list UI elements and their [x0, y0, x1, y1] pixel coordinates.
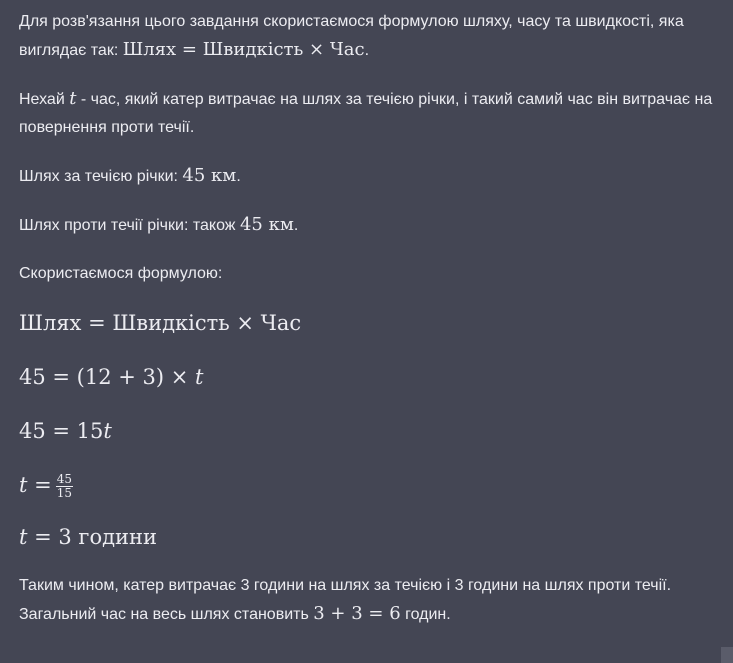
equation-simplified — [19, 416, 719, 446]
conclusion-paragraph — [19, 572, 719, 629]
conclusion-formula: 3 + 3 = 6 — [313, 603, 401, 624]
let-prefix: Нехай — [19, 91, 70, 108]
intro-end: . — [364, 42, 370, 59]
equation-formula: Шлях = Швидкість × Час — [19, 311, 302, 335]
downstream-value: 45 км — [182, 165, 237, 186]
eq4-equals: = — [27, 473, 52, 497]
let-variable: t — [69, 88, 77, 109]
eq5-variable: t — [19, 525, 28, 549]
equation-fraction — [19, 470, 719, 500]
eq3-left: 45 = 15 — [19, 419, 104, 443]
equation-substitution — [19, 362, 719, 392]
conclusion-text: Таким чином, катер витрачає 3 години на шлях за течією і 3 години на шлях проти течії. Загальний час на весь шлях становить — [19, 577, 672, 623]
intro-paragraph — [19, 8, 719, 65]
downstream-text: Шлях за течією річки: — [19, 168, 183, 185]
fraction-denominator: 15 — [56, 486, 73, 500]
downstream-end: . — [236, 168, 241, 185]
eq5-rest: = 3 години — [27, 525, 158, 549]
use-formula-paragraph: Скористаємося формулою: — [19, 265, 223, 282]
scrollbar-corner[interactable] — [721, 647, 733, 663]
fraction — [56, 473, 73, 500]
upstream-value: 45 км — [239, 214, 294, 235]
assistant-message — [19, 8, 719, 649]
eq2-left: 45 = (12 + 3) × — [19, 365, 196, 389]
let-text: - час, який катер витрачає на шлях за течією річки, і такий самий час він витрачає на повернення проти течії. — [19, 91, 713, 136]
downstream-paragraph — [19, 162, 719, 191]
fraction-numerator: 45 — [56, 472, 73, 486]
conclusion-end: годин. — [400, 606, 451, 623]
intro-text: Для розв'язання цього завдання скористаємося формулою шляху, часу та швидкості, яка виглядає так: — [19, 13, 684, 59]
eq4-variable: t — [19, 473, 28, 497]
upstream-end: . — [293, 217, 299, 234]
let-paragraph — [19, 85, 719, 142]
upstream-text: Шлях проти течії річки: також — [19, 217, 240, 234]
intro-formula: Шлях = Швидкість × Час — [122, 39, 365, 60]
equation-result — [19, 522, 719, 552]
eq2-variable: t — [195, 365, 204, 389]
eq3-variable: t — [103, 419, 112, 443]
upstream-paragraph — [19, 211, 719, 240]
